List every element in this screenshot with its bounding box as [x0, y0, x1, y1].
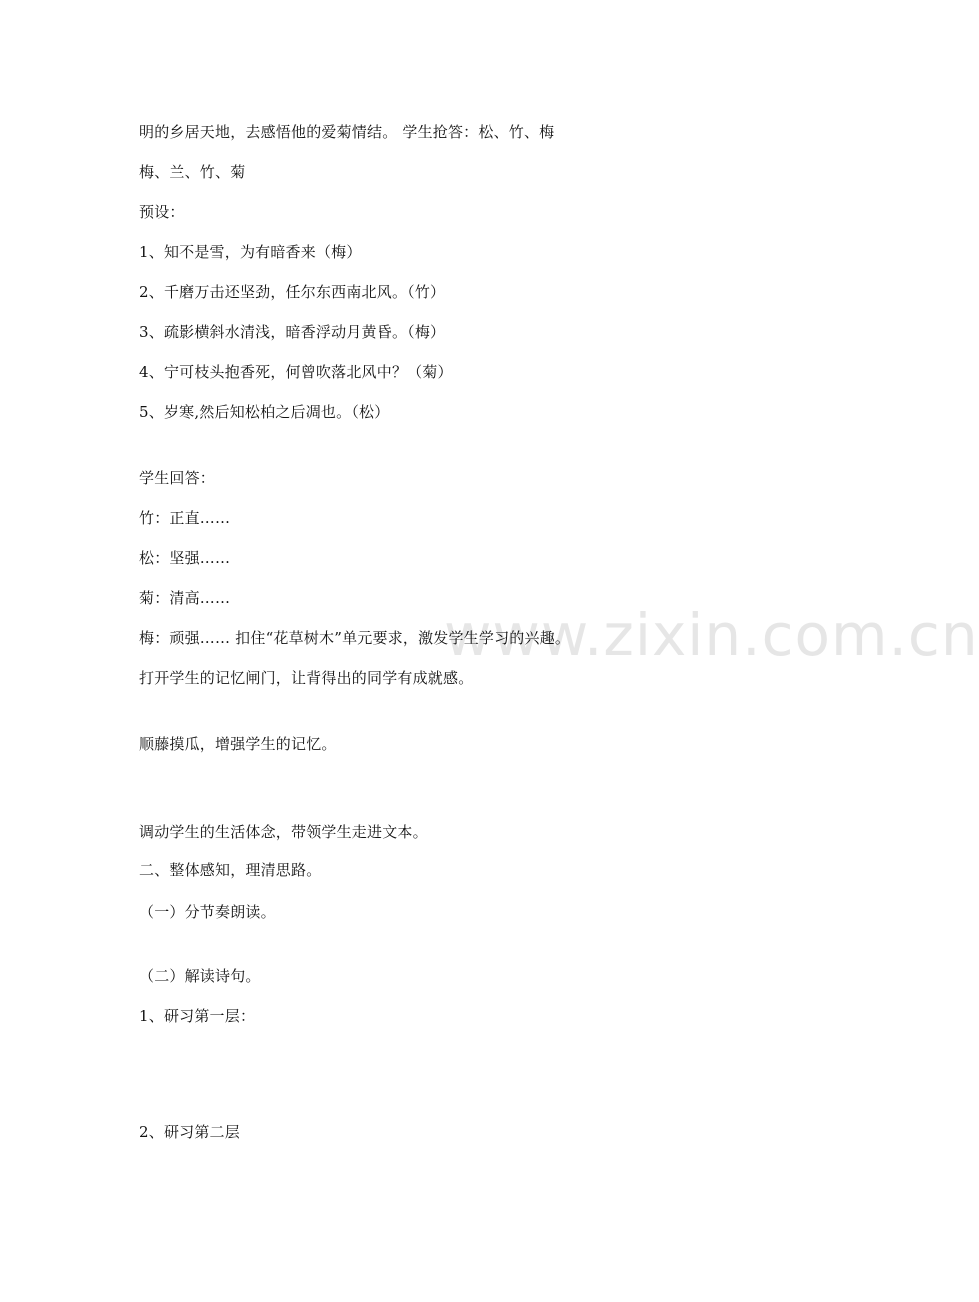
text-line: 梅：顽强…… 扣住“花草树木”单元要求，激发学生学习的兴趣。: [139, 629, 571, 647]
watermark: www.zixin.com.cn: [444, 601, 979, 669]
text-line: 学生回答：: [139, 469, 216, 487]
text-line: 二、整体感知，理清思路。: [139, 861, 322, 879]
text-line: 2、千磨万击还坚劲，任尔东西南北风。（竹）: [139, 283, 446, 301]
text-line: 竹：正直……: [139, 509, 231, 527]
text-line: 4、宁可枝头抱香死，何曾吹落北风中？（菊）: [139, 363, 453, 381]
text-line: 梅、兰、竹、菊: [139, 163, 246, 181]
text-line: 1、知不是雪，为有暗香来（梅）: [139, 243, 362, 261]
text-line: 调动学生的生活体念，带领学生走进文本。: [139, 823, 428, 841]
text-line: 明的乡居天地，去感悟他的爱菊情结。 学生抢答：松、竹、梅: [139, 123, 555, 141]
text-line: （一）分节奏朗读。: [139, 903, 276, 921]
text-line: （二）解读诗句。: [139, 967, 261, 985]
text-line: 顺藤摸瓜，增强学生的记忆。: [139, 735, 337, 753]
text-line: 松：坚强……: [139, 549, 231, 567]
text-line: 菊：清高……: [139, 589, 231, 607]
text-line: 1、研习第一层：: [139, 1007, 256, 1025]
text-line: 3、疏影横斜水清浅，暗香浮动月黄昏。（梅）: [139, 323, 446, 341]
text-line: 5、岁寒,然后知松柏之后凋也。（松）: [139, 403, 390, 421]
text-line: 2、研习第二层: [139, 1123, 240, 1141]
text-line: 打开学生的记忆闸门，让背得出的同学有成就感。: [139, 669, 474, 687]
text-line: 预设：: [139, 203, 185, 221]
